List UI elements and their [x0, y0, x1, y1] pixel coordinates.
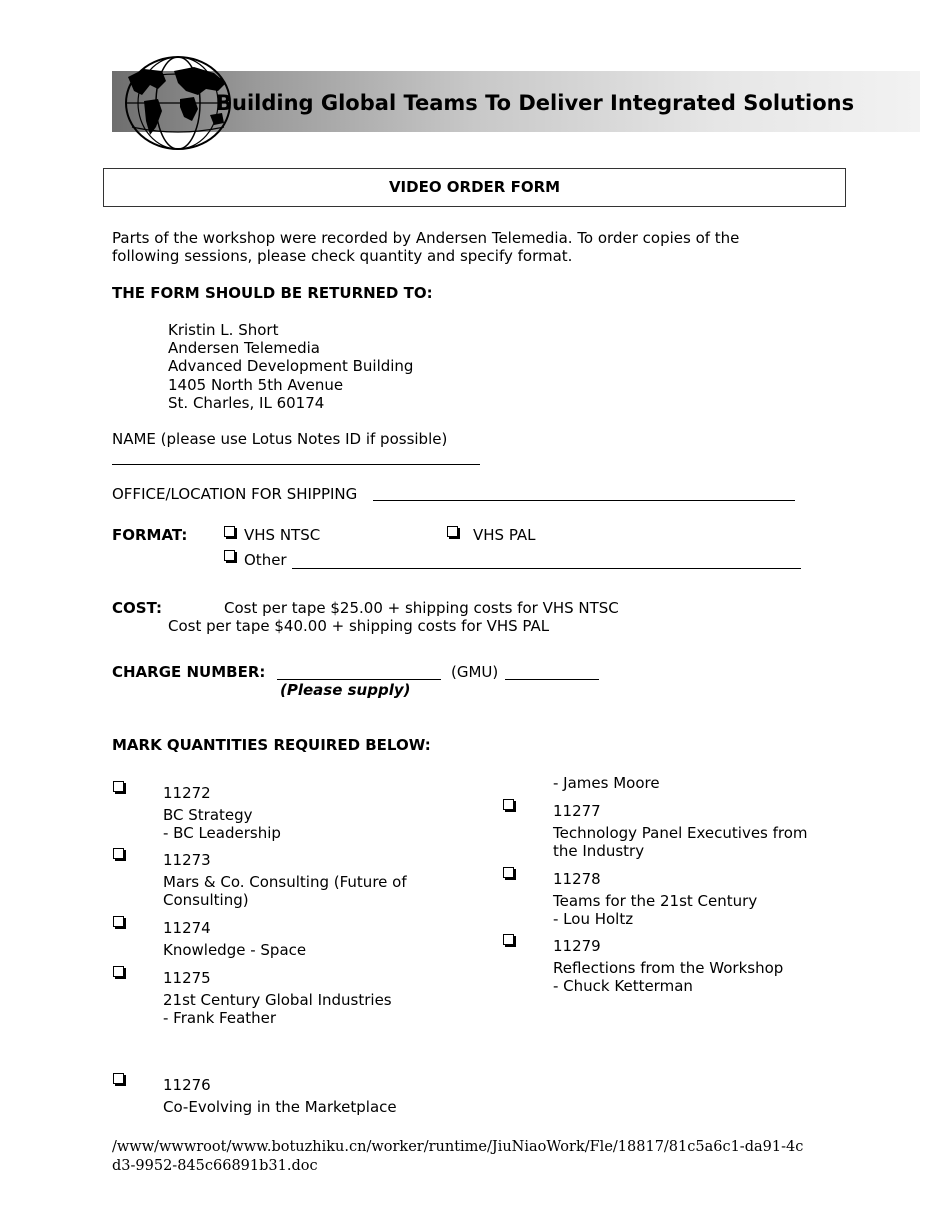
session-number: 11272 [163, 784, 211, 802]
gmu-label: (GMU) [451, 663, 499, 681]
intro-line-1: Parts of the workshop were recorded by Andersen Telemedia. To order copies of the [112, 229, 740, 247]
session-detail: - BC Leadership [163, 824, 281, 842]
session-title: BC Strategy [163, 806, 253, 824]
session-item [163, 919, 306, 959]
gmu-field[interactable] [505, 665, 599, 680]
session-item [163, 851, 407, 909]
intro-line-2: following sessions, please check quantity and specify format. [112, 247, 573, 265]
session-number: 11274 [163, 919, 211, 937]
session-detail: Consulting) [163, 891, 249, 909]
vhs-pal-checkbox[interactable] [447, 526, 458, 537]
session-11276-checkbox[interactable] [113, 1073, 124, 1084]
other-format-checkbox[interactable] [224, 550, 235, 561]
session-11272-checkbox[interactable] [113, 781, 124, 792]
please-supply-note: (Please supply) [280, 681, 411, 699]
charge-number-field[interactable] [277, 665, 441, 680]
cost-pal: Cost per tape $40.00 + shipping costs for VHS PAL [168, 617, 550, 635]
file-path-footer: /www/wwwroot/www.botuzhiku.cn/worker/runtime/JiuNiaoWork/Fle/18817/81c5a6c1-da91-4cd3-9952-845c66891b31.doc [112, 1139, 804, 1174]
name-field[interactable] [112, 450, 480, 465]
session-item [163, 784, 281, 842]
session-title: Technology Panel Executives from [553, 824, 808, 842]
session-item [553, 937, 783, 995]
return-address [168, 321, 413, 412]
session-detail: the Industry [553, 842, 645, 860]
session-11279-checkbox[interactable] [503, 934, 514, 945]
session-title: 21st Century Global Industries [163, 991, 392, 1009]
address-line: Advanced Development Building [168, 357, 414, 376]
session-detail: - Chuck Ketterman [553, 977, 693, 995]
office-field[interactable] [373, 485, 795, 501]
session-item [163, 969, 392, 1027]
cost-label: COST: [112, 599, 162, 617]
vhs-ntsc-label: VHS NTSC [244, 526, 321, 544]
other-format-label: Other [244, 551, 287, 569]
vhs-ntsc-checkbox[interactable] [224, 526, 235, 537]
session-number: 11278 [553, 870, 601, 888]
session-title: Mars & Co. Consulting (Future of [163, 873, 407, 891]
address-line: Andersen Telemedia [168, 339, 320, 358]
form-title: VIDEO ORDER FORM [103, 168, 846, 207]
session-title: Reflections from the Workshop [553, 959, 784, 977]
address-line: Kristin L. Short [168, 321, 279, 339]
quantities-heading: MARK QUANTITIES REQUIRED BELOW: [112, 736, 431, 754]
format-label: FORMAT: [112, 526, 188, 544]
session-title: Teams for the 21st Century [553, 892, 758, 910]
session-detail: - Lou Holtz [553, 910, 634, 928]
session-number: 11276 [163, 1076, 211, 1094]
session-item [553, 802, 808, 860]
session-11275-checkbox[interactable] [113, 966, 124, 977]
vhs-pal-label: VHS PAL [473, 526, 536, 544]
name-label: NAME (please use Lotus Notes ID if possible) [112, 430, 448, 448]
office-label: OFFICE/LOCATION FOR SHIPPING [112, 485, 358, 503]
cost-ntsc: Cost per tape $25.00 + shipping costs for VHS NTSC [224, 599, 619, 617]
charge-number-label: CHARGE NUMBER: [112, 663, 266, 681]
session-number: 11273 [163, 851, 211, 869]
session-note: - James Moore [553, 774, 660, 792]
session-item [553, 870, 757, 928]
session-11277-checkbox[interactable] [503, 799, 514, 810]
session-number: 11279 [553, 937, 601, 955]
return-heading: THE FORM SHOULD BE RETURNED TO: [112, 284, 433, 302]
intro-text [112, 229, 812, 265]
session-11278-checkbox[interactable] [503, 867, 514, 878]
other-format-field[interactable] [292, 552, 801, 569]
session-title: Knowledge - Space [163, 941, 307, 959]
session-11273-checkbox[interactable] [113, 848, 124, 859]
session-number: 11277 [553, 802, 601, 820]
address-line: St. Charles, IL 60174 [168, 393, 325, 412]
session-item [163, 1076, 397, 1116]
address-line: 1405 North 5th Avenue [168, 375, 344, 394]
session-title: Co-Evolving in the Marketplace [163, 1098, 397, 1116]
session-number: 11275 [163, 969, 211, 987]
session-detail: - Frank Feather [163, 1009, 277, 1027]
session-11274-checkbox[interactable] [113, 916, 124, 927]
banner-title: Building Global Teams To Deliver Integrated Solutions [216, 91, 855, 115]
